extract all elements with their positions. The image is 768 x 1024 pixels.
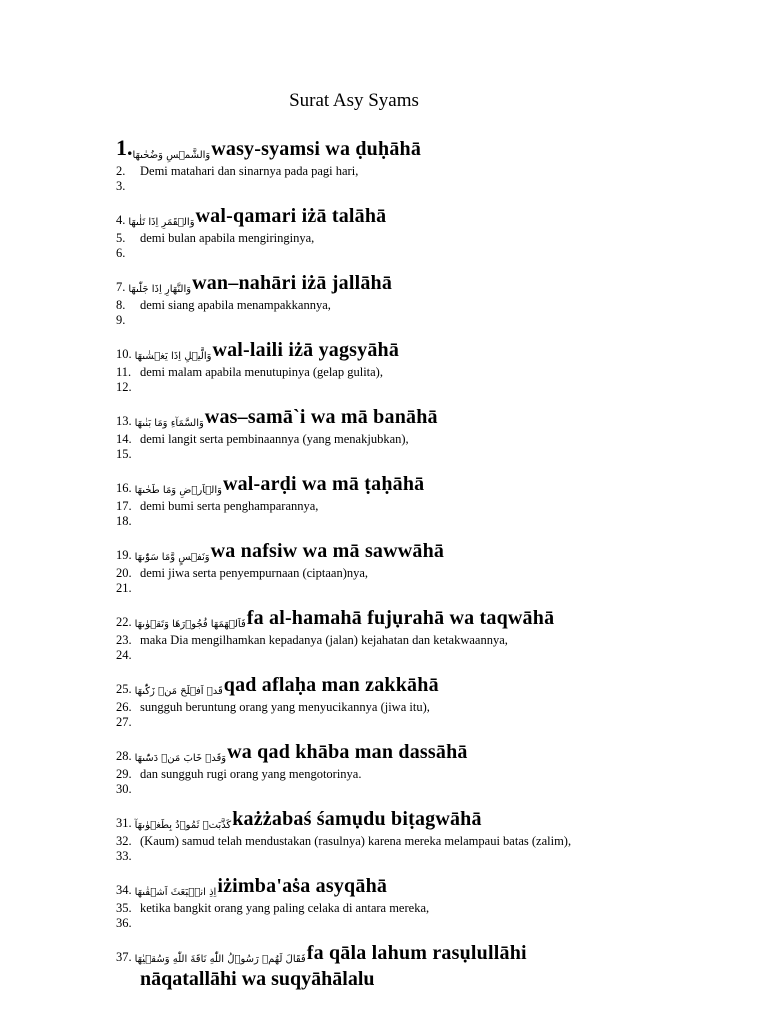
line-number: 4.	[116, 213, 126, 227]
line-number: 34.	[116, 883, 132, 897]
arabic-text: كَذَّبَتۡ ثَمُوۡدُ بِطَغۡوٰٮهَآ	[134, 820, 232, 831]
translation-line	[116, 566, 756, 581]
translation-text: demi bumi serta penghamparannya,	[140, 499, 319, 513]
line-number: 7.	[116, 280, 126, 294]
transliteration: wa qad khāba man dassāhā	[227, 741, 468, 763]
translation-text: sungguh beruntung orang yang menyucikannya (jiwa itu),	[140, 700, 430, 714]
translation-text: demi siang apabila menampakkannya,	[140, 298, 331, 312]
arabic-text: وَالَّيۡلِ اِذَا يَغۡشٰٮهَا	[134, 351, 212, 362]
line-number: 30.	[116, 782, 132, 796]
translation-line	[116, 633, 756, 648]
translation-line	[116, 834, 756, 849]
transliteration: fa qāla lahum rasụlullāhi	[306, 942, 527, 964]
line-number: 35.	[116, 901, 132, 915]
translation-line	[116, 298, 756, 313]
line-number: 25.	[116, 682, 132, 696]
translation-line	[116, 432, 756, 447]
line-number: 22.	[116, 615, 132, 629]
transliteration: wasy-syamsi wa ḍuḥāhā	[211, 138, 422, 160]
line-number: 5.	[116, 231, 126, 245]
verse-line	[116, 194, 756, 231]
verse-line	[116, 328, 756, 365]
blank-line	[116, 514, 756, 529]
line-number: 2.	[116, 164, 126, 178]
arabic-text: وَقَدۡ خَابَ مَنۡ دَسّٰٮهَا	[134, 753, 227, 764]
blank-line	[116, 447, 756, 462]
arabic-text: فَقَالَ لَهُمۡ رَسُوۡلُ اللّٰهِ نَاقَةَ اللّٰهِ وَسُقۡيٰهَا	[134, 954, 306, 965]
arabic-text: وَنَفۡسٍ وَّمَا سَوّٰٮهَا	[134, 552, 210, 563]
blank-line	[116, 782, 756, 797]
verse-line	[116, 127, 756, 164]
translation-text: dan sungguh rugi orang yang mengotorinya.	[140, 767, 362, 781]
verse-line	[116, 596, 756, 633]
transliteration: iżimba'aṡa asyqāhā	[217, 875, 388, 897]
line-number: 6.	[116, 246, 126, 260]
arabic-text: وَالشَّمۡسِ وَضُحٰٮهَا	[132, 150, 211, 161]
transliteration-continuation: nāqatallāhi wa suqyāhālalu	[140, 968, 375, 990]
line-number: 17.	[116, 499, 132, 513]
translation-text: demi bulan apabila mengiringinya,	[140, 231, 315, 245]
line-number: 9.	[116, 313, 126, 327]
translation-text: maka Dia mengilhamkan kepadanya (jalan) kejahatan dan ketakwaannya,	[140, 633, 508, 647]
translation-line	[116, 499, 756, 514]
translation-text: demi malam apabila menutupinya (gelap gulita),	[140, 365, 383, 379]
transliteration: wal-qamari iżā talāhā	[195, 205, 387, 227]
line-number: 36.	[116, 916, 132, 930]
translation-text: (Kaum) samud telah mendustakan (rasulnya) karena mereka melampaui batas (zalim),	[140, 834, 572, 848]
arabic-text: وَالۡقَمَرِ اِذَا تَلٰٮهَا	[128, 217, 195, 228]
line-number: 21.	[116, 581, 132, 595]
line-number: 3.	[116, 179, 126, 193]
blank-line	[116, 313, 756, 328]
line-number: 23.	[116, 633, 132, 647]
transliteration: was–samā`i wa mā banāhā	[204, 406, 438, 428]
line-number: 29.	[116, 767, 132, 781]
arabic-text: اِذِ انۡۢبَعَثَ اَشۡقٰٮهَا	[134, 887, 217, 898]
line-number: 10.	[116, 347, 132, 361]
line-number: 15.	[116, 447, 132, 461]
blank-line	[116, 648, 756, 663]
translation-text: ketika bangkit orang yang paling celaka di antara mereka,	[140, 901, 430, 915]
blank-line	[116, 916, 756, 931]
translation-text: Demi matahari dan sinarnya pada pagi hari,	[140, 164, 359, 178]
verse-line	[116, 730, 756, 767]
verse-list	[116, 127, 756, 998]
transliteration: każżabaś śamụdu biṭagwāhā	[232, 808, 482, 830]
transliteration: fa al-hamahā fujụrahā wa taqwāhā	[246, 607, 555, 629]
translation-line	[116, 767, 756, 782]
transliteration: wal-arḍi wa mā ṭaḥāhā	[222, 473, 425, 495]
translation-line	[116, 700, 756, 715]
line-number: 27.	[116, 715, 132, 729]
verse-line	[116, 261, 756, 298]
blank-line	[116, 849, 756, 864]
translation-text: demi jiwa serta penyempurnaan (ciptaan)nya,	[140, 566, 369, 580]
line-number: 20.	[116, 566, 132, 580]
line-number: 14.	[116, 432, 132, 446]
transliteration: wal-laili iżā yagsyāhā	[212, 339, 400, 361]
arabic-text: وَالۡاَرۡضِ وَمَا طَحٰٮهَا	[134, 485, 222, 496]
verse-line	[116, 797, 756, 834]
line-number: 28.	[116, 749, 132, 763]
line-number: 19.	[116, 548, 132, 562]
line-number: 8.	[116, 298, 126, 312]
line-number: 1.	[116, 135, 133, 160]
translation-line	[116, 901, 756, 916]
translation-line	[116, 365, 756, 380]
line-number: 12.	[116, 380, 132, 394]
blank-line	[116, 380, 756, 395]
blank-line	[116, 581, 756, 596]
line-number: 24.	[116, 648, 132, 662]
line-number: 11.	[116, 365, 132, 379]
blank-line	[116, 246, 756, 261]
arabic-text: فَاَلۡهَمَهَا فُجُوۡرَهَا وَتَقۡوٰٮهَا	[134, 619, 246, 630]
verse-line	[116, 864, 756, 901]
line-number: 33.	[116, 849, 132, 863]
verse-line	[116, 529, 756, 566]
verse-line	[116, 462, 756, 499]
arabic-text: قَدۡ اَفۡلَحَ مَنۡ زَكّٰٮهَا	[134, 686, 223, 697]
line-number: 37.	[116, 950, 132, 964]
transliteration: wa nafsiw wa mā sawwāhā	[210, 540, 445, 562]
line-number: 31.	[116, 816, 132, 830]
arabic-text: وَالنَّهَارِ اِذَا جَلّٰٮهَا	[128, 284, 192, 295]
verse-line	[116, 395, 756, 432]
blank-line	[116, 715, 756, 730]
verse-line	[116, 931, 756, 968]
transliteration: wan–nahāri iżā jallāhā	[192, 272, 393, 294]
verse-line	[116, 663, 756, 700]
line-number: 18.	[116, 514, 132, 528]
translation-line	[116, 164, 756, 179]
line-number: 26.	[116, 700, 132, 714]
arabic-text: وَالسَّمَآءِ وَمَا بَنٰٮهَا	[134, 418, 204, 429]
page-title: Surat Asy Syams	[289, 90, 419, 111]
line-number: 32.	[116, 834, 132, 848]
transliteration: qad aflaḥa man zakkāhā	[223, 674, 439, 696]
blank-line	[116, 179, 756, 194]
line-number: 13.	[116, 414, 132, 428]
translation-text: demi langit serta pembinaannya (yang menakjubkan),	[140, 432, 409, 446]
line-number: 16.	[116, 481, 132, 495]
translation-line	[116, 231, 756, 246]
